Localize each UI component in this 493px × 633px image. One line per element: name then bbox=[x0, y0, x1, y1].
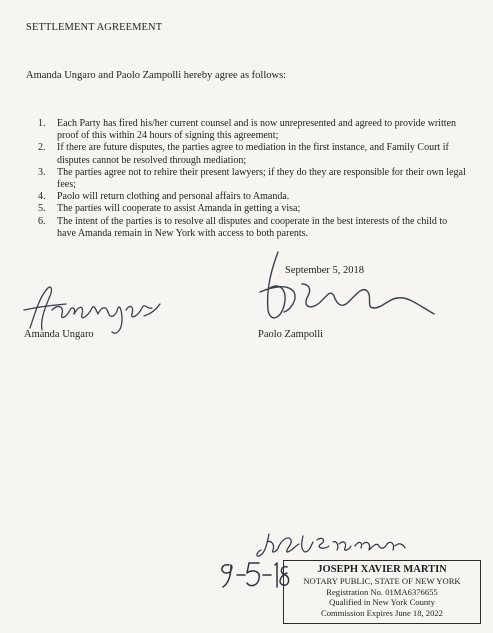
clause-text: The parties will cooperate to assist Amanda in getting a visa; bbox=[57, 203, 301, 215]
notary-stamp-title: NOTARY PUBLIC, STATE OF NEW YORK bbox=[303, 576, 461, 586]
clause-number: 6. bbox=[38, 215, 46, 227]
clause-number: 3. bbox=[38, 166, 46, 178]
notary-stamp bbox=[283, 560, 481, 624]
clause-text: The intent of the parties is to resolve all disputes and cooperate in the best interests of the child to have Amanda remain in New York with access to both parents. bbox=[57, 215, 448, 239]
clause-text: Paolo will return clothing and personal affairs to Amanda. bbox=[57, 191, 290, 203]
clause-item bbox=[38, 191, 468, 203]
paolo-name-label: Paolo Zampolli bbox=[258, 329, 324, 340]
notary-handwritten-date bbox=[215, 555, 290, 593]
clause-item bbox=[38, 203, 468, 215]
agreement-date: September 5, 2018 bbox=[285, 265, 365, 276]
clause-list bbox=[38, 118, 468, 240]
clause-item bbox=[38, 216, 468, 240]
document-title: SETTLEMENT AGREEMENT bbox=[26, 22, 163, 33]
paolo-signature bbox=[250, 248, 440, 328]
clause-text: If there are future disputes, the parties agree to mediation in the first instance, and Family Court if disputes cannot be resolved through mediation; bbox=[57, 142, 449, 166]
clause-number: 1. bbox=[38, 118, 46, 129]
notary-stamp-expiry: Commission Expires June 18, 2022 bbox=[321, 607, 443, 618]
clause-text: The parties agree not to rehire their present lawyers; if they do they are responsible for their own legal fees; bbox=[57, 166, 466, 191]
clause-number: 5. bbox=[38, 203, 46, 215]
notary-stamp-registration: Registration No. 01MA6376655 bbox=[326, 586, 438, 597]
clause-number: 2. bbox=[38, 142, 46, 154]
amanda-name-label: Amanda Ungaro bbox=[24, 329, 94, 340]
clause-item bbox=[38, 167, 468, 191]
clause-item bbox=[38, 118, 468, 142]
notary-stamp-name: JOSEPH XAVIER MARTIN bbox=[317, 564, 447, 575]
clause-text: Each Party has fired his/her current counsel and is now unrepresented and agreed to provide written proof of this within 24 hours of signing this agreement; bbox=[57, 118, 457, 142]
document-intro: Amanda Ungaro and Paolo Zampolli hereby agree as follows: bbox=[26, 70, 287, 81]
clause-item bbox=[38, 142, 468, 166]
notary-stamp-county: Qualified in New York County bbox=[329, 597, 435, 608]
clause-number: 4. bbox=[38, 191, 46, 203]
